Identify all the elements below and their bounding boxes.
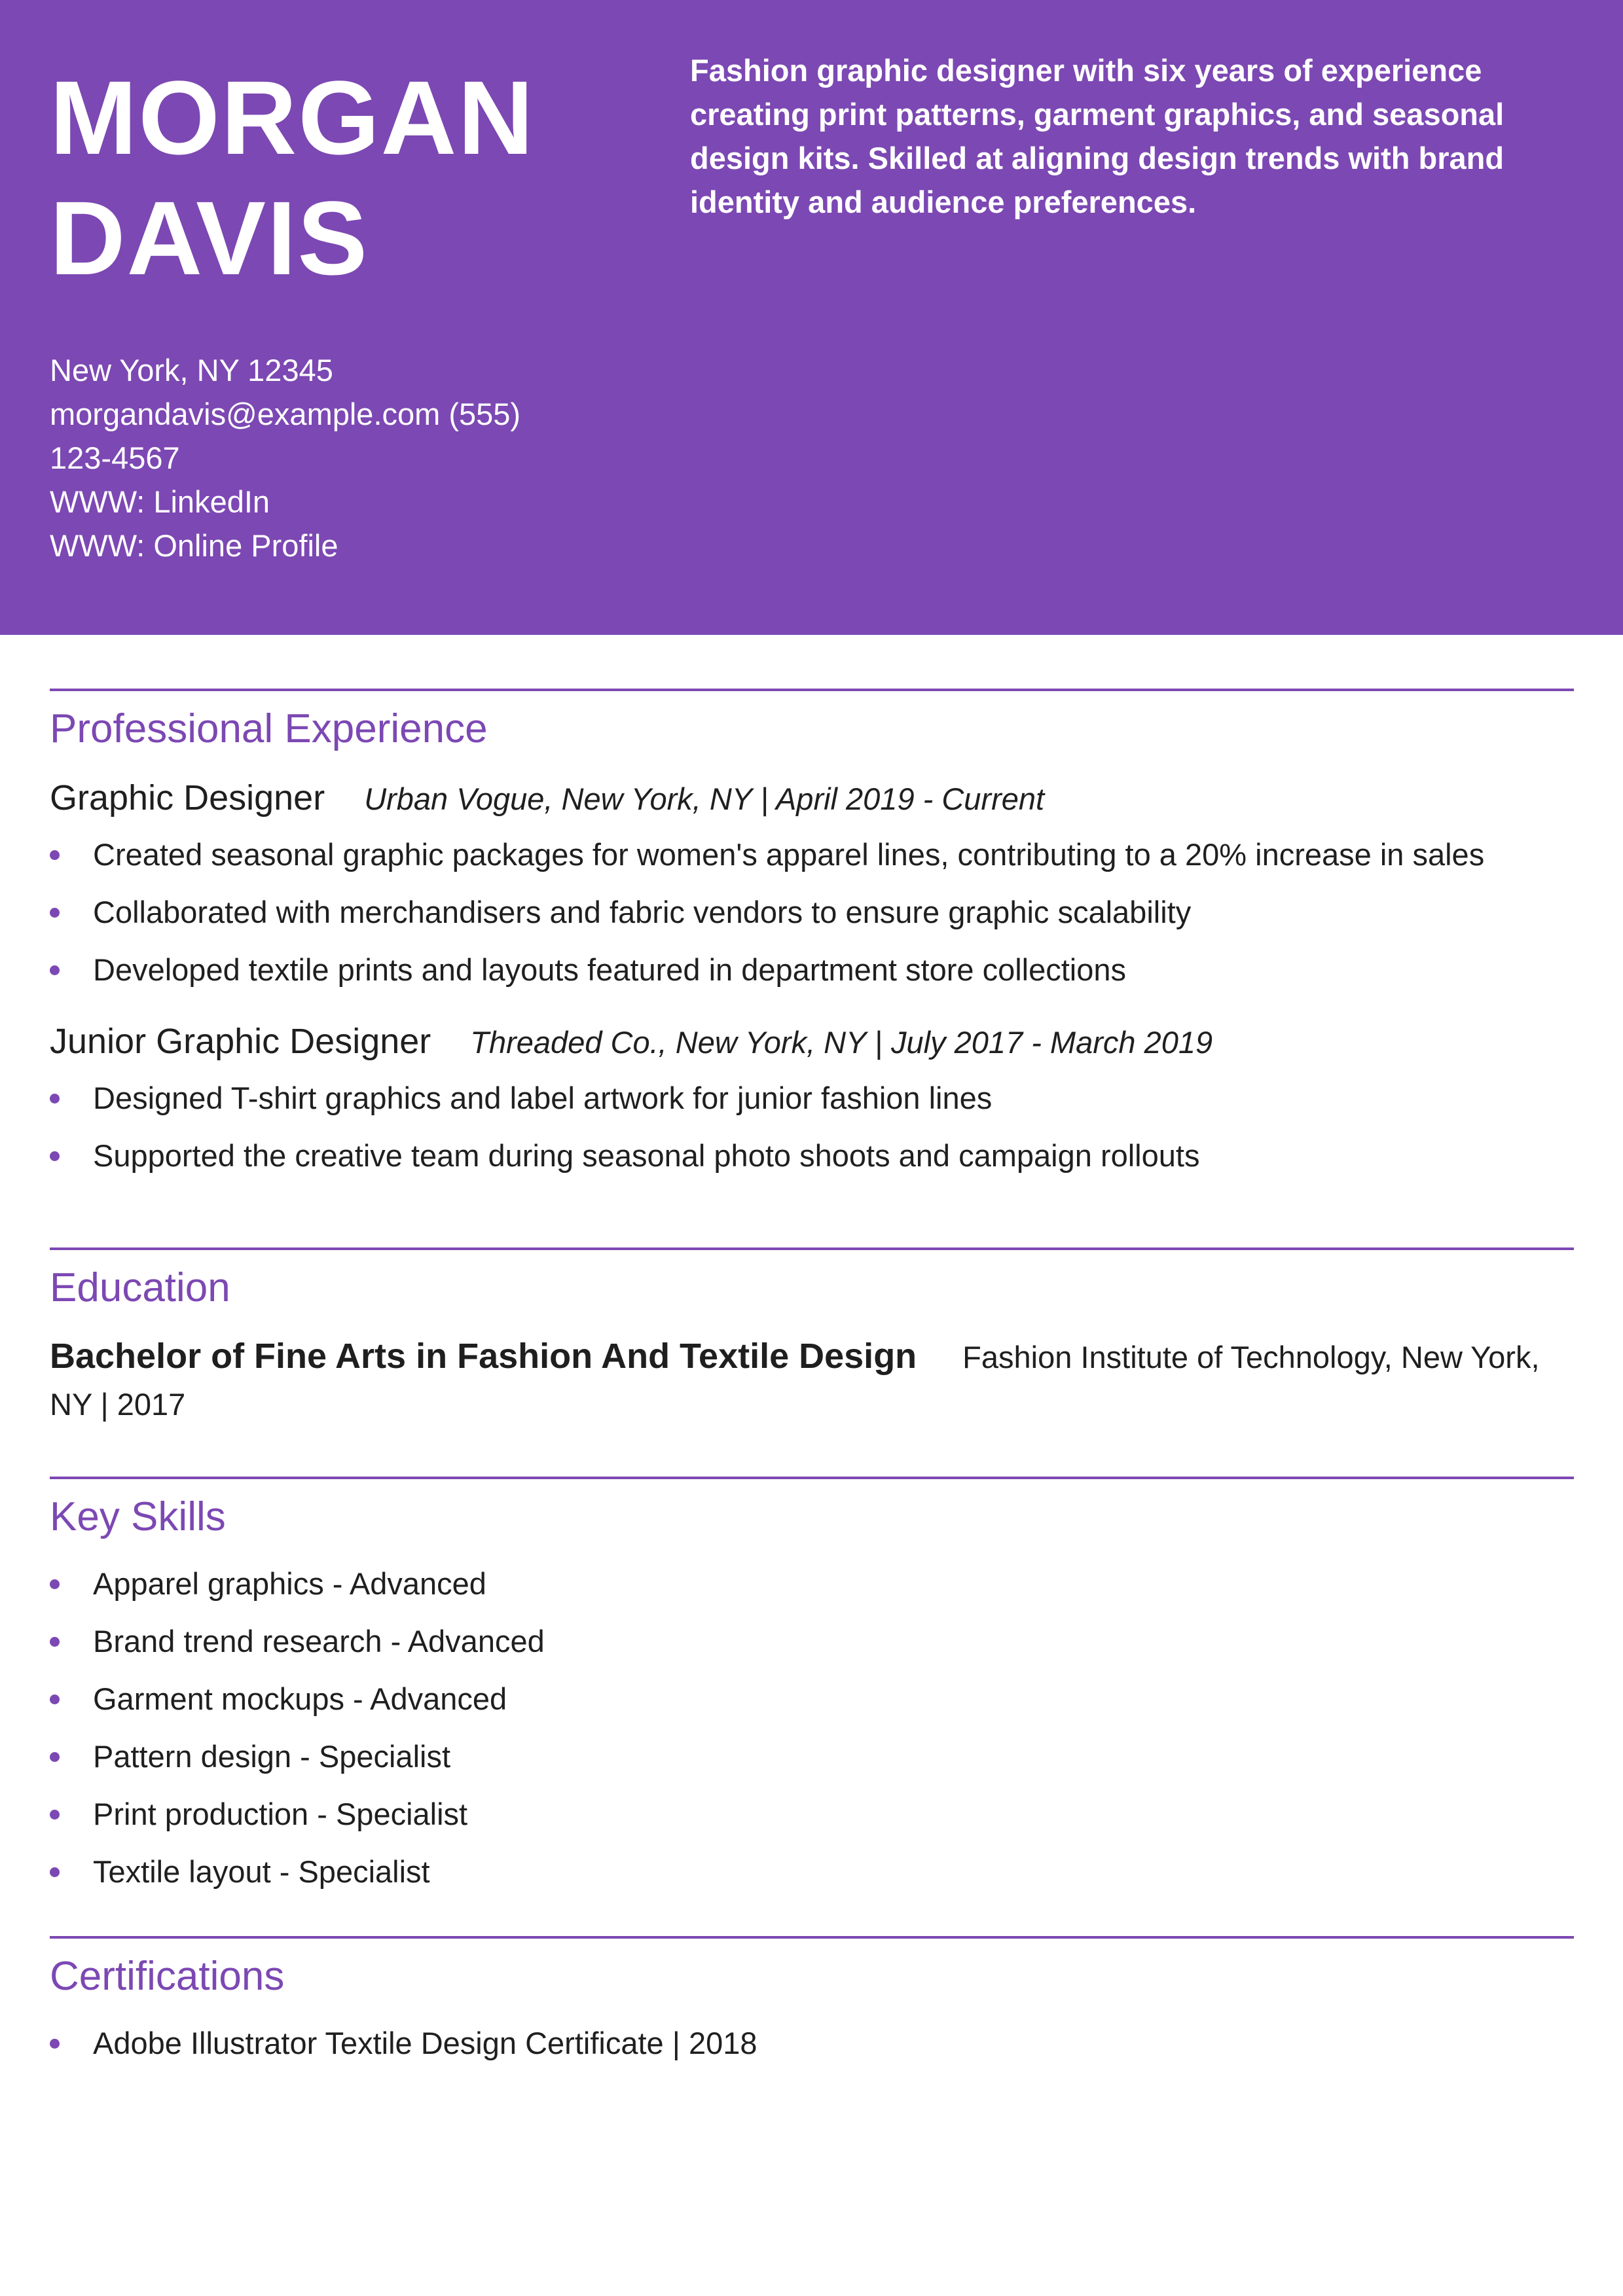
section-title-experience: Professional Experience	[50, 706, 488, 751]
list-item: Created seasonal graphic packages for women's apparel lines, contributing to a 20% increase in sales	[50, 826, 1574, 884]
phone-continued: 123-4567	[50, 440, 180, 475]
list-item: Collaborated with merchandisers and fabric vendors to ensure graphic scalability	[50, 884, 1574, 941]
section-title-education: Education	[50, 1265, 230, 1310]
job-header	[50, 775, 1574, 822]
job-title: Junior Graphic Designer	[50, 1022, 431, 1061]
job-title: Graphic Designer	[50, 778, 325, 817]
job-meta: Urban Vogue, New York, NY | April 2019 - Current	[364, 781, 1045, 816]
linkedin-link[interactable]: WWW: LinkedIn	[50, 484, 270, 519]
list-item: Print production - Specialist	[50, 1785, 1574, 1843]
skills-list	[50, 1555, 1574, 1901]
list-item: Garment mockups - Advanced	[50, 1670, 1574, 1728]
email-phone[interactable]: morgandavis@example.com (555)	[50, 397, 521, 431]
list-item: Adobe Illustrator Textile Design Certificate | 2018	[50, 2015, 1574, 2072]
certifications-list	[50, 2015, 1574, 2072]
skills-section	[50, 1477, 1574, 1901]
education-section	[50, 1247, 1574, 1428]
contact-info	[50, 348, 547, 567]
experience-section	[50, 689, 1574, 1185]
resume-header	[0, 0, 1623, 635]
professional-summary: Fashion graphic designer with six years of experience creating print patterns, garment graphics, and seasonal design kits. Skilled at aligning design trends with brand identity and audience preferences.	[690, 53, 1504, 219]
last-name: DAVIS	[50, 179, 369, 296]
online-profile-link[interactable]: WWW: Online Profile	[50, 528, 338, 563]
job-header	[50, 1018, 1574, 1066]
section-title-skills: Key Skills	[50, 1494, 226, 1539]
education-entry	[50, 1333, 1556, 1428]
list-item: Apparel graphics - Advanced	[50, 1555, 1574, 1613]
section-title-certifications: Certifications	[50, 1954, 285, 1999]
list-item: Brand trend research - Advanced	[50, 1613, 1574, 1670]
job-meta: Threaded Co., New York, NY | July 2017 - March 2019	[470, 1025, 1213, 1060]
list-item: Designed T-shirt graphics and label artwork for junior fashion lines	[50, 1069, 1574, 1127]
list-item: Textile layout - Specialist	[50, 1843, 1574, 1901]
job-bullets	[50, 1069, 1574, 1185]
school: Fashion Institute of Technology, New York, NY | 2017	[50, 1340, 1540, 1422]
first-name: MORGAN	[50, 59, 535, 176]
degree: Bachelor of Fine Arts in Fashion And Textile Design	[50, 1336, 917, 1376]
job-bullets	[50, 826, 1574, 999]
certifications-section	[50, 1936, 1574, 2072]
list-item: Developed textile prints and layouts featured in department store collections	[50, 941, 1574, 999]
list-item: Pattern design - Specialist	[50, 1728, 1574, 1785]
list-item: Supported the creative team during seasonal photo shoots and campaign rollouts	[50, 1127, 1574, 1185]
address: New York, NY 12345	[50, 353, 333, 387]
candidate-name	[50, 58, 639, 298]
